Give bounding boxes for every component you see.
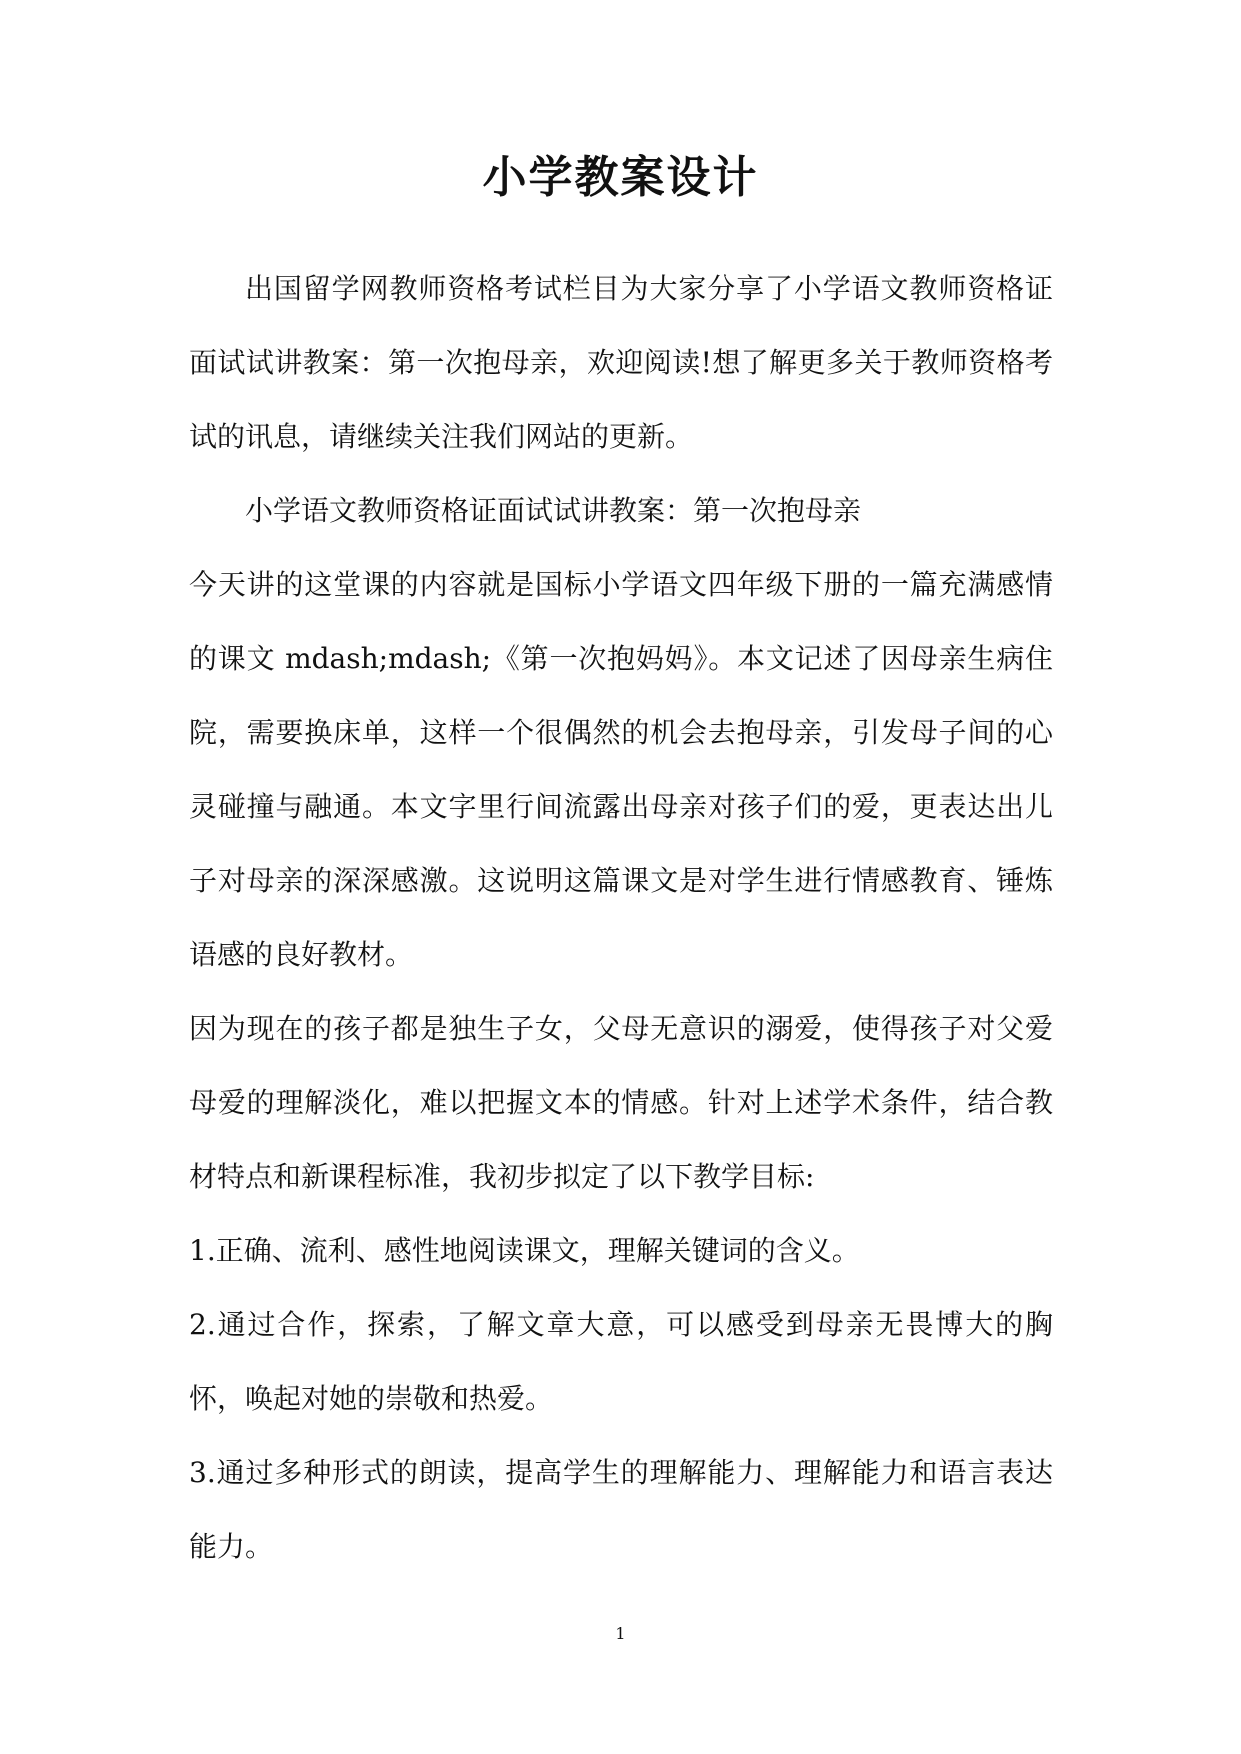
goal-item-2: 2.通过合作，探索，了解文章大意，可以感受到母亲无畏博大的胸怀，唤起对她的崇敬和热爱。 [189,1308,1053,1415]
page-number: 1 [615,1624,626,1643]
lesson-overview-paragraph: 今天讲的这堂课的内容就是国标小学语文四年级下册的一篇充满感情的课文 mdash;mdash;《第一次抱妈妈》。本文记述了因母亲生病住院，需要换床单，这样一个很偶然的机会去抱母亲，引发母子间的心灵碰撞与融通。本文字里行间流露出母亲对孩子们的爱，更表达出儿子对母亲的深深感激。这说明这篇课文是对学生进行情感教育、锤炼语感的良好教材。 [189,568,1053,971]
goal-item-3: 3.通过多种形式的朗读，提高学生的理解能力、理解能力和语言表达能力。 [189,1456,1053,1563]
intro-paragraph: 出国留学网教师资格考试栏目为大家分享了小学语文教师资格证面试试讲教案：第一次抱母亲，欢迎阅读!想了解更多关于教师资格考试的讯息，请继续关注我们网站的更新。 [189,272,1053,453]
lesson-heading: 小学语文教师资格证面试试讲教案：第一次抱母亲 [245,494,862,527]
teaching-goals-intro-paragraph: 因为现在的孩子都是独生子女，父母无意识的溺爱，使得孩子对父爱母爱的理解淡化，难以把握文本的情感。针对上述学术条件，结合教材特点和新课程标准，我初步拟定了以下教学目标: [189,1012,1053,1193]
document-body [189,252,1053,1584]
document-title: 小学教案设计 [482,152,759,203]
goal-item-1: 1.正确、流利、感性地阅读课文，理解关键词的含义。 [189,1234,860,1267]
